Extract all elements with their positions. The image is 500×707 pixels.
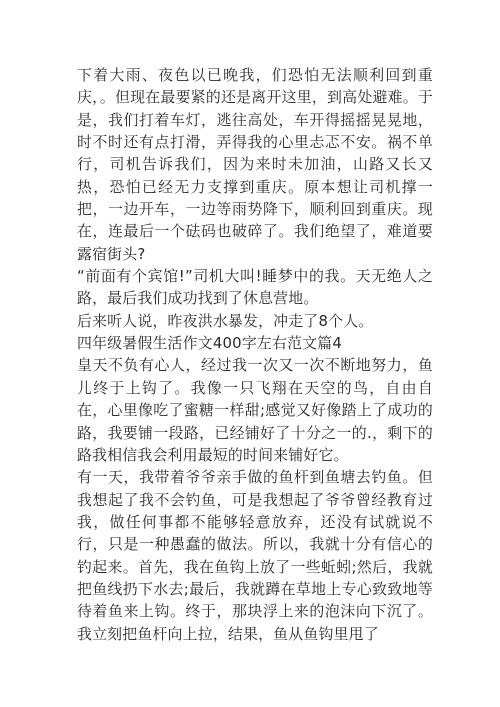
document-body <box>77 64 433 645</box>
paragraph-flood-escape: 下着大雨、夜色以已晚我，们恐怕无法顺利回到重庆，。但现在最要紧的还是离开这里，到高处避难。于是，我们打着车灯，逃往高处，车开得摇摇晃晃地，时不时还有点打滑，弄得我的心里忐忑不安。祸不单行，司机告诉我们，因为来时未加油，山路又长又热，恐怕已经无力支撑到重庆。原本想让司机撑一把，一边开车，一边等雨势降下，顺利回到重庆。现在，连最后一个砝码也破碎了。我们绝望了，难道要露宿街头? <box>77 66 433 263</box>
paragraph-fish-hooked: 皇天不负有心人，经过我一次又一次不断地努力，鱼儿终于上钩了。我像一只飞翔在天空的鸟，自由自在，心里像吃了蜜糖一样甜;感觉又好像踏上了成功的路，我要铺一段路，已经铺好了十分之一的.，剩下的路我相信我会利用最短的时间来铺好它。 <box>77 356 433 464</box>
paragraph-aftermath: 后来听人说，昨夜洪水暴发，冲走了8个人。 <box>77 311 374 330</box>
section-heading: 四年级暑假生活作文400字左右范文篇4 <box>77 334 343 353</box>
paragraph-fishing-story: 有一天，我带着爷爷亲手做的鱼杆到鱼塘去钓鱼。但我想起了我不会钓鱼，可是我想起了爷爷曾经教育过我，做任何事都不能够轻意放弃，还没有试就说不行，只是一种愚蠢的做法。所以，我就十分有信心的钓起来。首先，我在鱼钩上放了一些蚯蚓;然后，我就把鱼线扔下水去;最后，我就蹲在草地上专心致致地等待着鱼来上钩。终于，那块浮上来的泡沫向下沉了。我立刻把鱼杆向上拉，结果，鱼从鱼钩里甩了 <box>77 468 433 643</box>
paragraph-hotel-found: “前面有个宾馆!”司机大叫!睡梦中的我。天无绝人之路，最后我们成功找到了休息营地。 <box>77 267 433 308</box>
